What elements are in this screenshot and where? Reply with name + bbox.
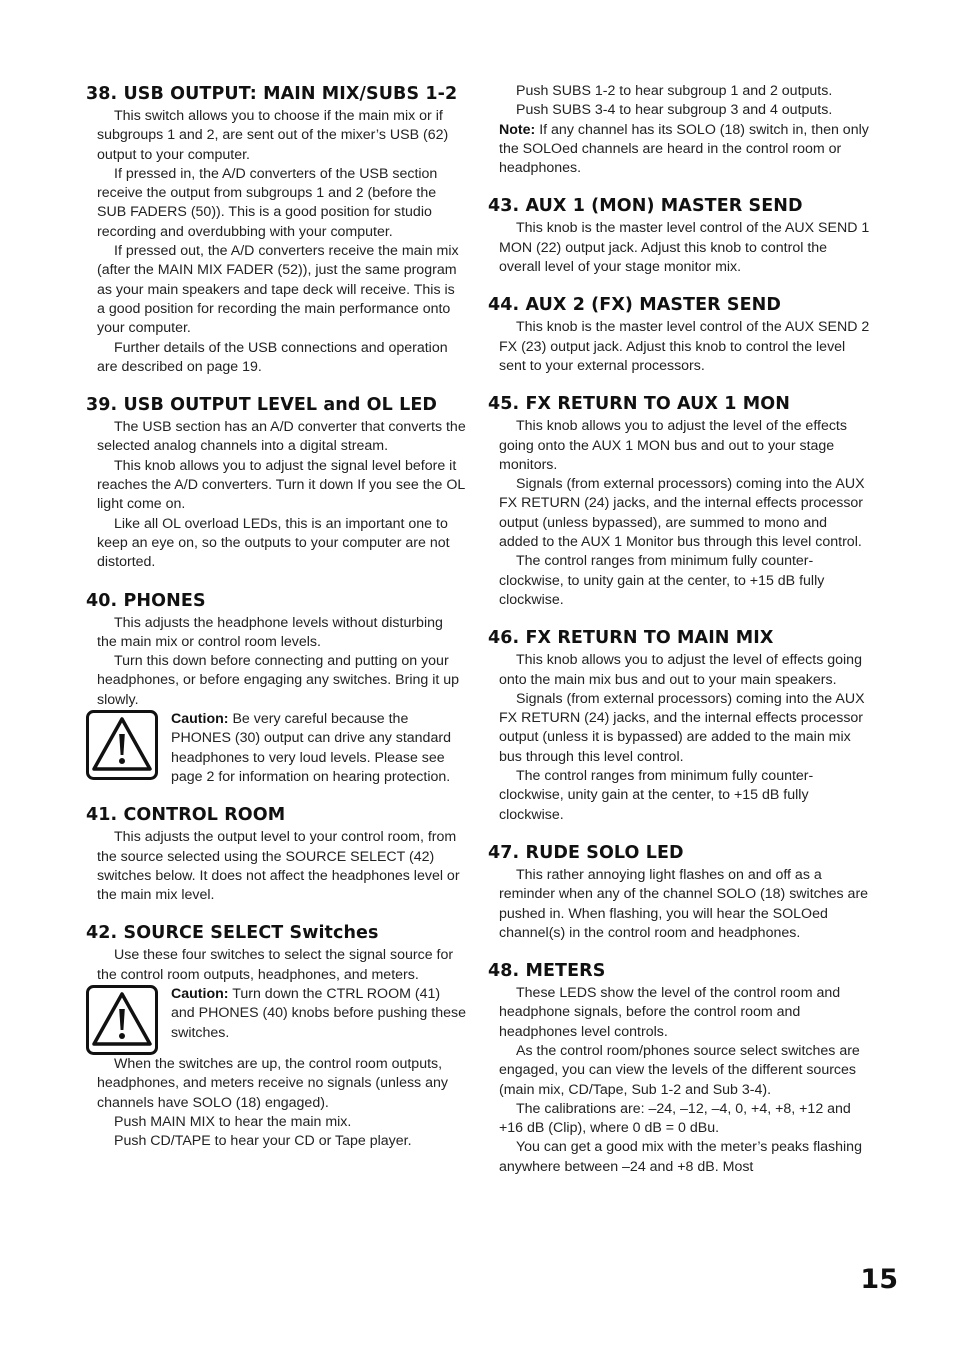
paragraph: Like all OL overload LEDs, this is an important one to keep an eye on, so the outputs to your computer are not distorted. bbox=[97, 515, 450, 571]
paragraph: Further details of the USB connections and operation are described on page 19. bbox=[97, 339, 448, 375]
note-body: If any channel has its SOLO (18) switch in, then only the SOLOed channels are heard in the control room or headphones. bbox=[499, 121, 869, 177]
paragraph: Signals (from external processors) coming into the AUX FX RETURN (24) jacks, and the internal effects processor output (unless bypassed), are summed to mono and added to the AUX 1 Monitor bus through this level control. bbox=[499, 476, 865, 551]
note-label: Note: bbox=[499, 121, 536, 138]
paragraph: This knob allows you to adjust the level of the effects going onto the AUX 1 MON bus and out to your stage monitors. bbox=[499, 418, 847, 473]
paragraph: If pressed in, the A/D converters of the USB section receive the output from subgroups 1 and 2 (before the SUB FADERS (50)). This is a good position for studio recording and overdubbing with your computer. bbox=[97, 165, 438, 240]
section-42-continued bbox=[488, 82, 870, 178]
section-48 bbox=[488, 959, 870, 1177]
section-46 bbox=[488, 626, 870, 825]
section-title: 38. USB OUTPUT: MAIN MIX/SUBS 1-2 bbox=[86, 84, 458, 104]
paragraph: Push SUBS 3-4 to hear subgroup 3 and 4 outputs. bbox=[516, 102, 833, 119]
paragraph: Push MAIN MIX to hear the main mix. bbox=[114, 1113, 352, 1130]
section-title: 45. FX RETURN TO AUX 1 MON bbox=[488, 394, 790, 415]
paragraph: The control ranges from minimum fully counter-clockwise, unity gain at the center, to +15 dB fully clockwise. bbox=[499, 768, 814, 823]
section-title: 46. FX RETURN TO MAIN MIX bbox=[488, 628, 774, 649]
section-38 bbox=[86, 82, 466, 377]
paragraph: When the switches are up, the control room outputs, headphones, and meters receive no signals (unless any channels have SOLO (18) engaged). bbox=[97, 1055, 448, 1111]
section-41 bbox=[86, 803, 466, 905]
paragraph: As the control room/phones source select switches are engaged, you can view the levels of the different sources (main mix, CD/Tape, Sub 1-2 and Sub 3-4). bbox=[499, 1042, 860, 1098]
paragraph: This knob is the master level control of the AUX SEND 1 MON (22) output jack. Adjust this knob to control the overall level of your stage monitor mix. bbox=[499, 220, 870, 276]
caution-label: Caution: bbox=[171, 711, 229, 728]
note-paragraph bbox=[499, 121, 870, 179]
section-39 bbox=[86, 393, 466, 572]
paragraph: The USB section has an A/D converter that converts the selected analog channels into a digital stream. bbox=[97, 419, 466, 455]
warning-triangle-icon bbox=[86, 985, 158, 1055]
section-title: 41. CONTROL ROOM bbox=[86, 805, 286, 826]
paragraph: This knob allows you to adjust the level of effects going onto the main mix bus and out to your main speakers. bbox=[499, 652, 862, 688]
caution-box bbox=[86, 985, 466, 1055]
section-title: 47. RUDE SOLO LED bbox=[488, 842, 684, 863]
right-column bbox=[488, 82, 870, 1193]
paragraph: This rather annoying light flashes on and off as a reminder when any of the channel SOLO (18) switches are pushed in. When flashing, you will hear the SOLOed channel(s) in the control room and headphones. bbox=[499, 866, 869, 941]
section-40 bbox=[86, 589, 466, 788]
warning-triangle-icon bbox=[86, 710, 158, 780]
section-title: 43. AUX 1 (MON) MASTER SEND bbox=[488, 196, 803, 217]
paragraph: Turn this down before connecting and putting on your headphones, or before engaging any switches. Bring it up slowly. bbox=[97, 653, 460, 708]
paragraph: Push SUBS 1-2 to hear subgroup 1 and 2 outputs. bbox=[516, 83, 833, 99]
paragraph: This knob allows you to adjust the signal level before it reaches the A/D converters. Turn it down If you see the OL light come on. bbox=[97, 457, 465, 513]
paragraph: These LEDS show the level of the control room and headphone signals, before the control room and headphones level controls. bbox=[499, 985, 841, 1040]
caution-box bbox=[86, 710, 466, 787]
section-42 bbox=[86, 921, 466, 1151]
caution-body: Turn down the CTRL ROOM (41) and PHONES (40) knobs before pushing these switches. bbox=[171, 985, 466, 1041]
paragraph: Push CD/TAPE to hear your CD or Tape player. bbox=[114, 1133, 412, 1150]
paragraph: This adjusts the headphone levels without disturbing the main mix or control room levels. bbox=[97, 614, 443, 650]
page-number: 15 bbox=[860, 1264, 898, 1295]
paragraph: This knob is the master level control of the AUX SEND 2 FX (23) output jack. Adjust this knob to control the level sent to your external processors. bbox=[499, 319, 870, 374]
section-43 bbox=[488, 194, 870, 277]
section-title: 42. SOURCE SELECT Switches bbox=[86, 923, 379, 944]
paragraph: This switch allows you to choose if the main mix or if subgroups 1 and 2, are sent out of the mixer’s USB (62) output to your computer. bbox=[97, 108, 449, 163]
section-title: 44. AUX 2 (FX) MASTER SEND bbox=[488, 295, 782, 316]
paragraph: The control ranges from minimum fully counter-clockwise, to unity gain at the center, to +15 dB fully clockwise. bbox=[499, 553, 825, 608]
section-45 bbox=[488, 392, 870, 610]
caution-body: Be very careful because the PHONES (30) output can drive any standard headphones to very loud levels. Please see page 2 for information on hearing protection. bbox=[171, 711, 451, 785]
paragraph: Use these four switches to select the signal source for the control room outputs, headphones, and meters. bbox=[97, 947, 454, 983]
paragraph: You can get a good mix with the meter’s peaks flashing anywhere between –24 and +8 dB. Most bbox=[499, 1139, 862, 1175]
paragraph: This adjusts the output level to your control room, from the source selected using the SOURCE SELECT (42) switches below. It does not affect the headphones level or the main mix level. bbox=[97, 829, 460, 904]
paragraph: If pressed out, the A/D converters receive the main mix (after the MAIN MIX FADER (52)), just the same program as your main speakers and tape deck will receive. This is a good position for recording the main performance onto your computer. bbox=[97, 243, 459, 337]
section-title: 39. USB OUTPUT LEVEL and OL LED bbox=[86, 395, 438, 416]
paragraph: Signals (from external processors) coming into the AUX FX RETURN (24) jacks, and the internal effects processor output (unless it is bypassed) are added to the main mix bus through this level control. bbox=[499, 690, 865, 765]
left-column bbox=[86, 82, 466, 1167]
section-47 bbox=[488, 841, 870, 943]
caution-text bbox=[171, 985, 466, 1055]
section-title: 48. METERS bbox=[488, 961, 606, 982]
caution-text bbox=[171, 710, 466, 787]
section-title: 40. PHONES bbox=[86, 590, 206, 611]
paragraph: The calibrations are: –24, –12, –4, 0, +4, +8, +12 and +16 dB (Clip), where 0 dB = 0 dBu. bbox=[499, 1100, 851, 1137]
section-44 bbox=[488, 293, 870, 376]
caution-label: Caution: bbox=[171, 985, 229, 1002]
